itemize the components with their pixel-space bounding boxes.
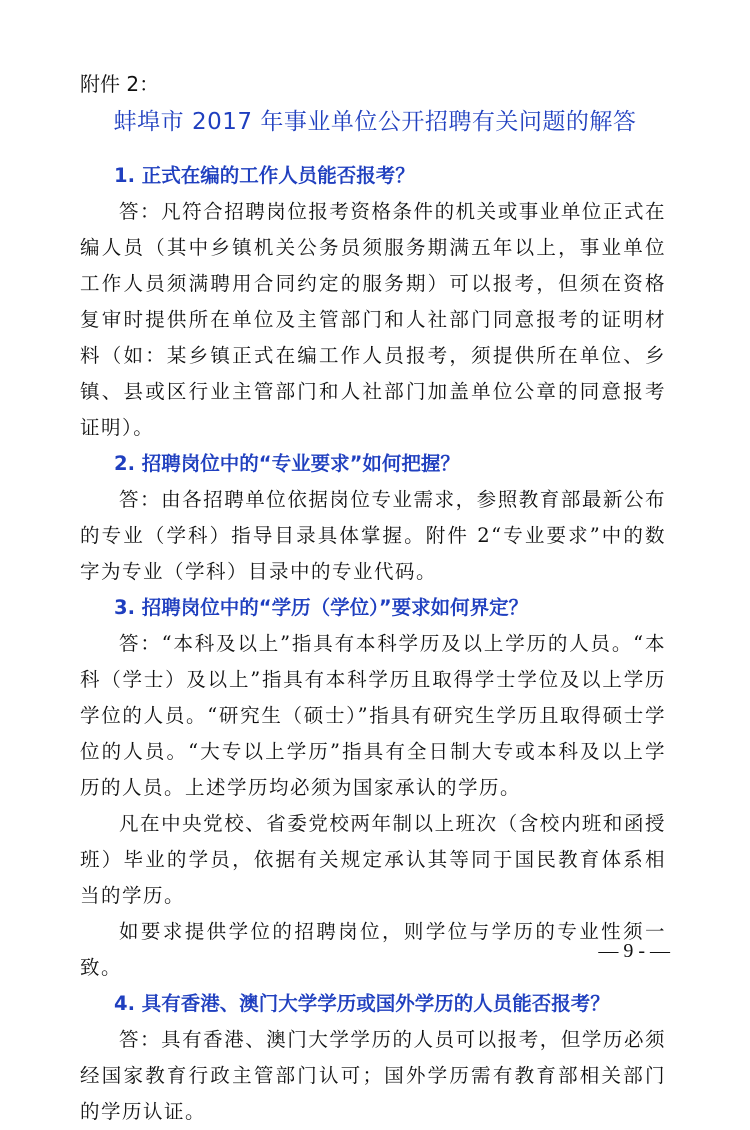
answer-paragraph: 答：凡符合招聘岗位报考资格条件的机关或事业单位正式在编人员（其中乡镇机关公务员须服务期满五年以上，事业单位工作人员须满聘用合同约定的服务期）可以报考，但须在资格复审时提供所在单位及主管部门和人社部门同意报考的证明材料（如：某乡镇正式在编工作人员报考，须提供所在单位、乡镇、县或区行业主管部门和人社部门加盖单位公章的同意报考证明）。 — [80, 200, 666, 439]
question-heading: 2. 招聘岗位中的“专业要求”如何把握？ — [114, 452, 460, 475]
document-title: 蚌埠市 2017 年事业单位公开招聘有关问题的解答 — [113, 109, 637, 135]
qa-section — [80, 590, 666, 986]
question-heading: 3. 招聘岗位中的“学历（学位）”要求如何界定？ — [114, 596, 529, 619]
answer-paragraph: 答：“本科及以上”指具有本科学历及以上学历的人员。“本科（学士）及以上”指具有本科学历且取得学士学位及以上学历学位的人员。“研究生（硕士）”指具有研究生学历且取得硕士学位的人员。“大专以上学历”指具有全日制大专或本科及以上学历的人员。上述学历均必须为国家承认的学历。 — [80, 632, 666, 799]
attachment-label: 附件 2： — [80, 72, 160, 96]
question-heading: 1. 正式在编的工作人员能否报考？ — [114, 164, 415, 187]
qa-section — [80, 446, 666, 590]
answer-paragraph: 凡在中央党校、省委党校两年制以上班次（含校内班和函授班）毕业的学员，依据有关规定承认其等同于国民教育体系相当的学历。 — [80, 812, 666, 907]
qa-section — [80, 158, 666, 446]
question-heading: 4. 具有香港、澳门大学学历或国外学历的人员能否报考？ — [114, 992, 610, 1015]
answer-paragraph: 答：具有香港、澳门大学学历的人员可以报考，但学历必须经国家教育行政主管部门认可；国外学历需有教育部相关部门的学历认证。 — [80, 1028, 666, 1123]
qa-section — [80, 986, 666, 1130]
answer-paragraph: 如要求提供学位的招聘岗位，则学位与学历的专业性须一致。 — [80, 920, 666, 979]
answer-paragraph: 答：由各招聘单位依据岗位专业需求，参照教育部最新公布的专业（学科）指导目录具体掌握。附件 2“专业要求”中的数字为专业（学科）目录中的专业代码。 — [80, 488, 666, 583]
document-body — [80, 158, 666, 1130]
page-number: — 9 - — — [598, 940, 670, 962]
